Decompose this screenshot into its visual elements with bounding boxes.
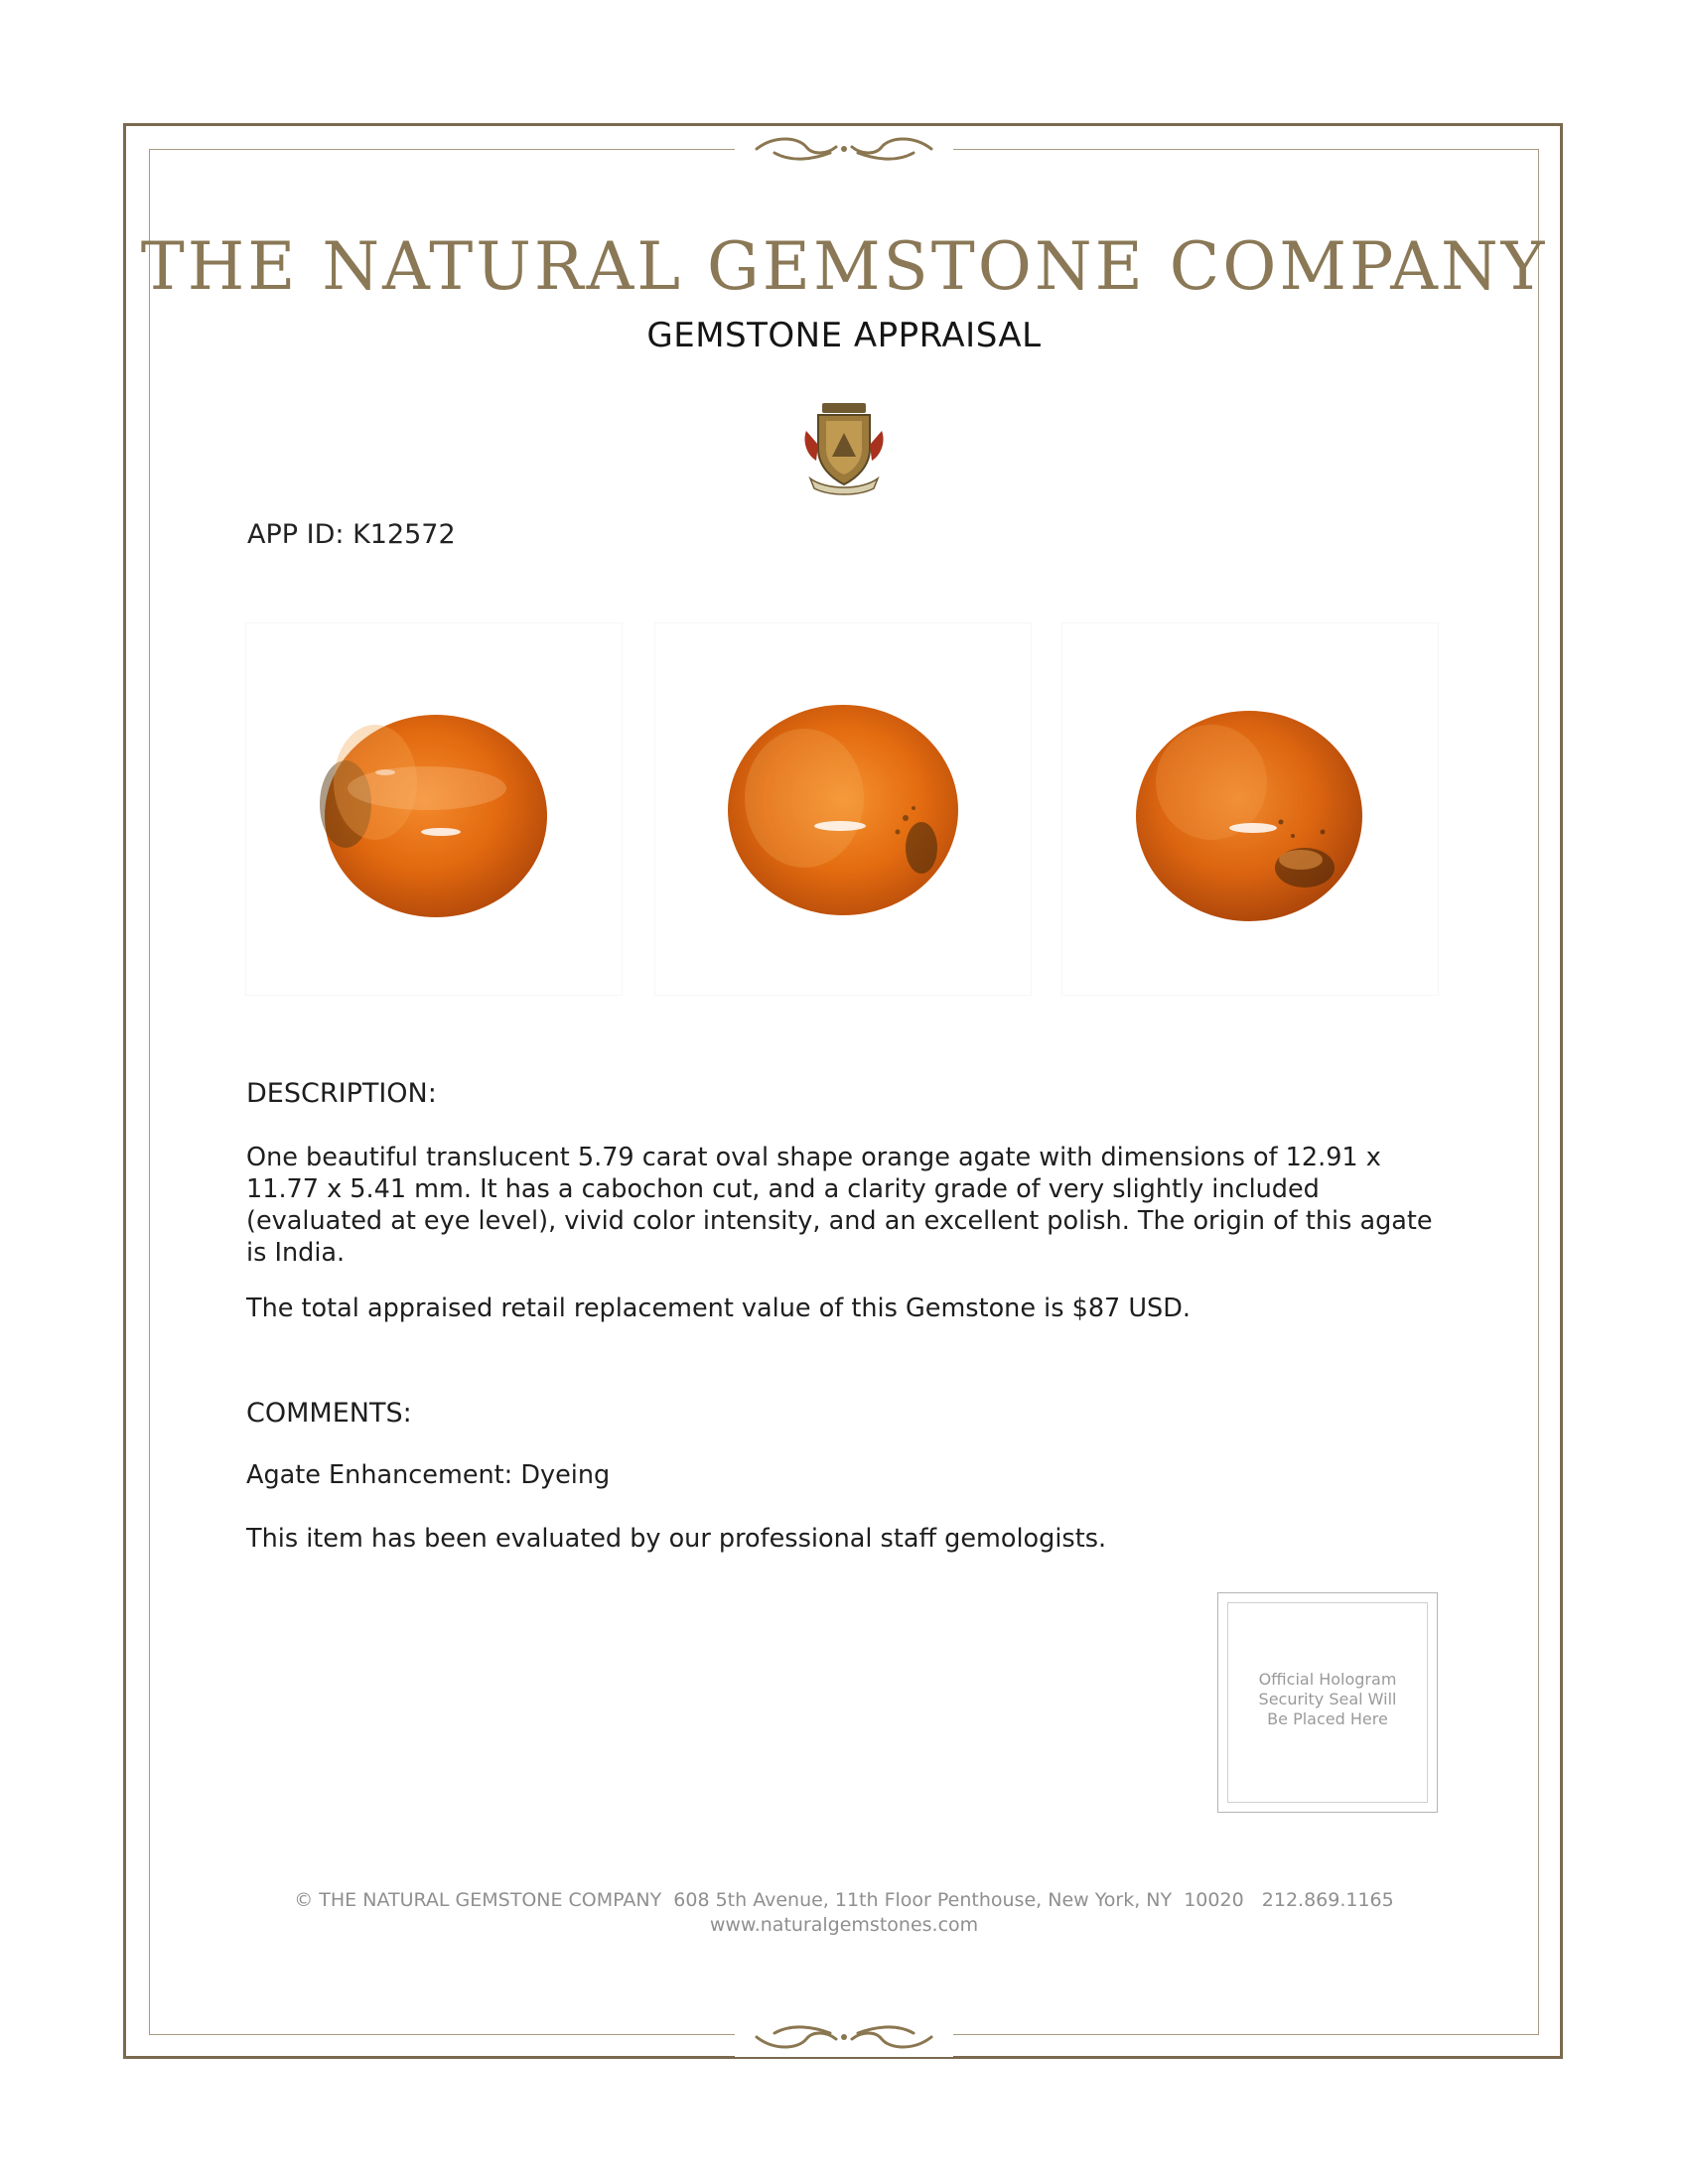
app-id-label: APP ID: (247, 519, 345, 550)
seal-line-2: Security Seal Will (1258, 1690, 1397, 1708)
agate-photo-side (1062, 623, 1438, 995)
agate-photo-front (246, 623, 622, 995)
app-id (247, 519, 456, 550)
footer-website[interactable]: www.naturalgemstones.com (709, 1914, 979, 1936)
comments-heading: COMMENTS: (246, 1398, 412, 1429)
evaluation-note: This item has been evaluated by our professional staff gemologists. (246, 1524, 1107, 1554)
bottom-ornament-icon (735, 2017, 953, 2057)
seal-line-3: Be Placed Here (1267, 1709, 1388, 1728)
app-id-value: K12572 (352, 519, 456, 550)
description-body: One beautiful translucent 5.79 carat oval shape orange agate with dimensions of 12.91 x 11.77 x 5.41 mm. It has a cabochon cut, and a clarity grade of very slightly included (evaluated at eye level), vivid color intensity, and an excellent polish. The origin of this agate is India. (246, 1143, 1433, 1268)
description-heading: DESCRIPTION: (246, 1078, 437, 1109)
enhancement-note: Agate Enhancement: Dyeing (246, 1460, 611, 1490)
document-title: GEMSTONE APPRAISAL (646, 316, 1042, 355)
agate-photo-angle (655, 623, 1031, 995)
company-name: THE NATURAL GEMSTONE COMPANY (140, 228, 1548, 305)
seal-line-1: Official Hologram (1258, 1670, 1397, 1689)
appraised-value-statement: The total appraised retail replacement value of this Gemstone is $87 USD. (246, 1294, 1191, 1323)
hologram-seal-text (1227, 1670, 1428, 1729)
top-ornament-icon (735, 129, 953, 169)
footer-address: © THE NATURAL GEMSTONE COMPANY 608 5th Avenue, 11th Floor Penthouse, New York, NY 10020 212.869.1165 (294, 1889, 1394, 1911)
company-crest-icon (800, 401, 888, 496)
